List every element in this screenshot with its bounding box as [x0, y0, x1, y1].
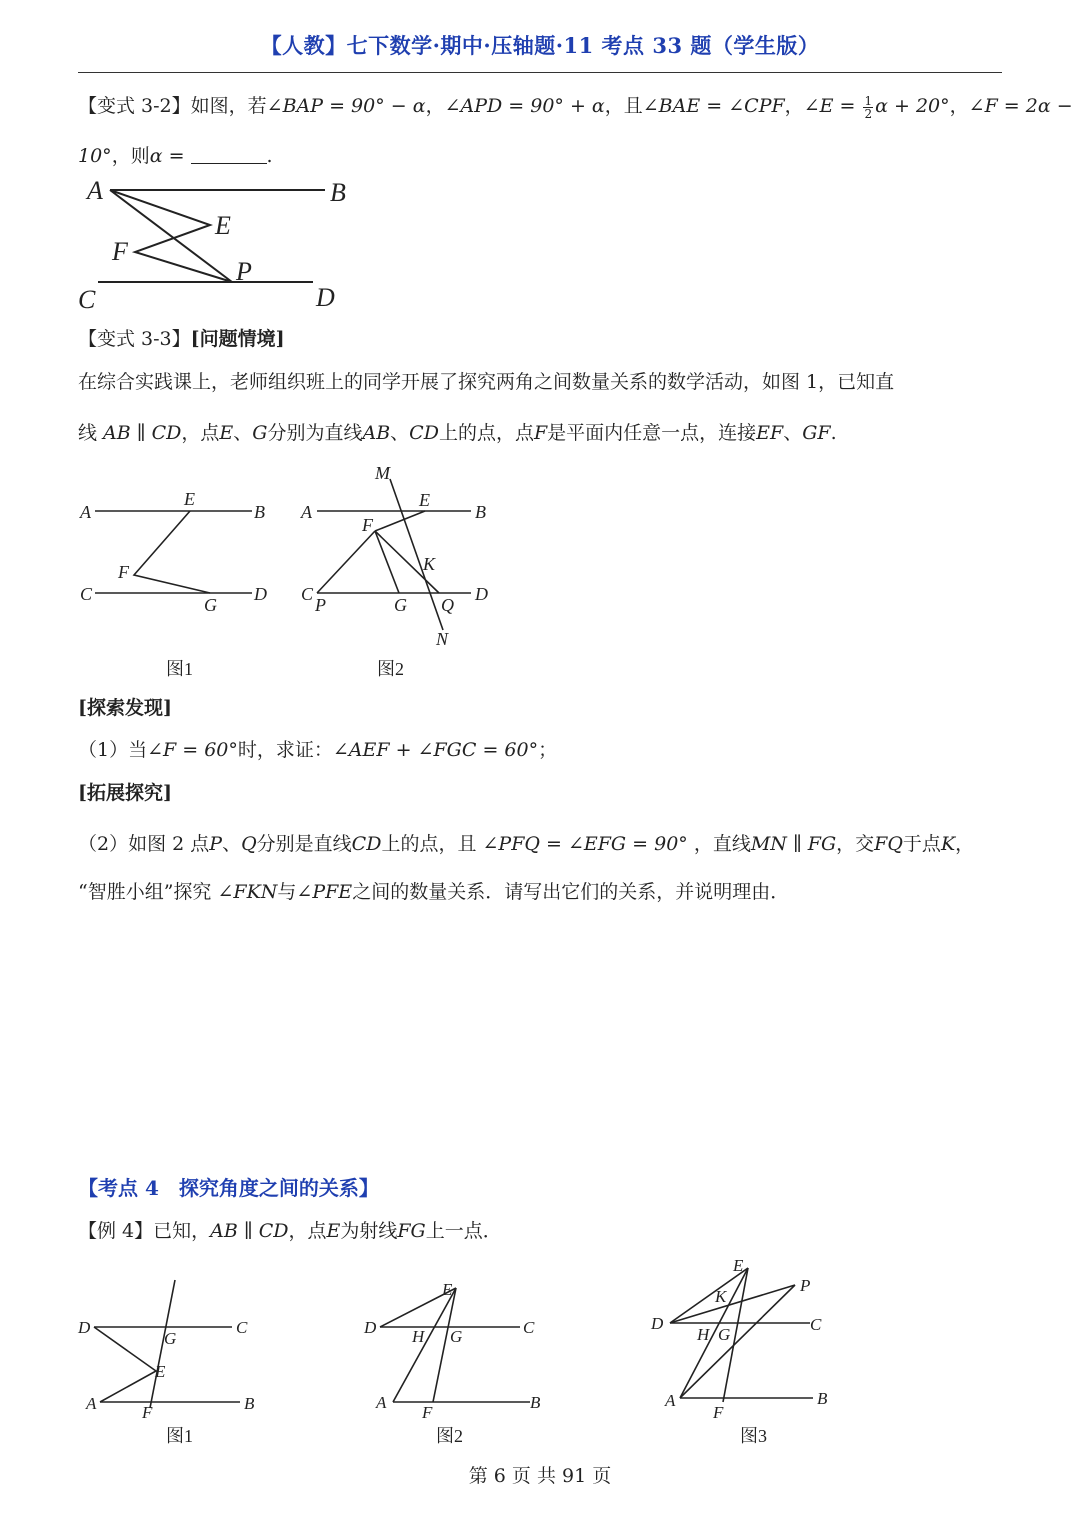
text: 上的点，且 [381, 833, 483, 855]
caption-fig1: 图1 [166, 659, 193, 679]
label-B: B [475, 502, 486, 522]
label-Q: Q [441, 595, 454, 615]
math: ∠AEF + ∠FGC = 60° [332, 739, 539, 761]
label-A: A [87, 176, 103, 205]
v33-q2-line1 [78, 832, 974, 856]
ex4-figure-3 [645, 1250, 845, 1455]
v33-heading [78, 327, 285, 351]
section-problem: [问题情境] [190, 328, 285, 350]
text: . [830, 422, 837, 444]
text: 如图，若 [190, 95, 267, 117]
label-P: P [315, 595, 326, 615]
label-C: C [523, 1318, 535, 1337]
ex4-figure-2 [358, 1270, 558, 1455]
label-N: N [436, 629, 449, 649]
example-tag: 【例 4】 [78, 1220, 154, 1242]
text: “智胜小组”探究 [78, 881, 218, 903]
label-E: E [733, 1256, 744, 1275]
math: ∠BAP = 90° − α [266, 95, 426, 117]
math: GF [802, 422, 831, 444]
label-F: F [713, 1403, 724, 1422]
label-P: P [800, 1276, 811, 1295]
caption-ex4-fig1: 图1 [166, 1426, 193, 1446]
caption-fig2: 图2 [377, 659, 404, 679]
label-D: D [316, 283, 335, 312]
text: 分别是直线 [256, 833, 352, 855]
text: 上的点，点 [438, 422, 534, 444]
label-E: E [184, 489, 195, 509]
math: ∠PFE [296, 881, 353, 903]
label-F: F [362, 515, 373, 535]
answer-blank[interactable] [191, 145, 267, 164]
math: EF [756, 422, 784, 444]
label-C: C [301, 584, 314, 604]
math: P [209, 833, 223, 855]
math: AB [362, 422, 391, 444]
text: 已知， [153, 1220, 211, 1242]
math: α + 20° [875, 95, 950, 117]
label-B: B [244, 1394, 255, 1413]
label-D: D [254, 584, 267, 604]
label-B: B [254, 502, 265, 522]
text: ，交 [836, 833, 875, 855]
label-F: F [118, 562, 129, 582]
text: 、 [222, 833, 242, 855]
v32-line1 [78, 94, 1073, 120]
math: AB ∥ CD [103, 422, 182, 444]
v33-figure-1 [70, 485, 290, 685]
frac-den: 2 [864, 106, 873, 121]
header-divider [78, 72, 1002, 73]
topic4-title: 【考点 4 探究角度之间的关系】 [78, 1176, 379, 1200]
math: E [219, 422, 234, 444]
label-F: F [142, 1403, 153, 1422]
caption-ex4-fig2: 图2 [436, 1426, 463, 1446]
label-A: A [80, 502, 91, 522]
text: . [266, 145, 273, 167]
text: ， [949, 95, 969, 117]
label-G: G [450, 1327, 463, 1346]
text: ， [955, 833, 975, 855]
label-A: A [86, 1394, 97, 1413]
math: FQ [874, 833, 903, 855]
math: MN ∥ FG [750, 833, 837, 855]
label-K: K [715, 1287, 727, 1306]
text: ，则 [111, 145, 150, 167]
frac-num: 1 [864, 93, 873, 108]
label-C: C [810, 1315, 822, 1334]
math: ∠BAE = ∠CPF [642, 95, 785, 117]
label-B: B [817, 1389, 828, 1408]
math: AB ∥ CD [210, 1220, 289, 1242]
text: 上一点． [425, 1220, 502, 1242]
label-D: D [651, 1314, 664, 1333]
text: 与 [277, 881, 297, 903]
label-P: P [236, 257, 252, 286]
math: FG [397, 1220, 426, 1242]
label-F: F [112, 237, 128, 266]
label-M: M [375, 463, 390, 483]
label-E: E [442, 1280, 453, 1299]
v33-figure-2 [295, 460, 515, 685]
ex4-figure-1 [70, 1270, 300, 1455]
label-H: H [412, 1327, 425, 1346]
label-K: K [423, 554, 436, 574]
text: ， [784, 95, 804, 117]
v32-figure [70, 170, 370, 320]
math: CD [409, 422, 439, 444]
text: （2）如图 2 点 [78, 833, 210, 855]
section-explore: [探索发现] [78, 697, 172, 719]
page-header: 【人教】七下数学·期中·压轴题·11 考点 33 题（学生版） [260, 33, 820, 58]
label-E: E [155, 1362, 166, 1381]
label-C: C [80, 584, 93, 604]
label-B: B [530, 1393, 541, 1412]
label-A: A [301, 502, 312, 522]
text: （1）当 [78, 739, 148, 761]
label-E: E [419, 490, 430, 510]
text: ，点 [288, 1220, 327, 1242]
text: 、 [233, 422, 253, 444]
math: CD [351, 833, 382, 855]
math: α = [149, 145, 191, 167]
text: ， [425, 95, 445, 117]
label-B: B [330, 178, 346, 207]
text: 于点 [902, 833, 941, 855]
v33-para2 [78, 421, 837, 445]
math: E [326, 1220, 341, 1242]
v32-tag: 【变式 3-2】 [78, 95, 191, 117]
label-D: D [475, 584, 488, 604]
label-C: C [78, 285, 96, 314]
math: F [533, 422, 548, 444]
math: K [940, 833, 956, 855]
text: ，点 [181, 422, 220, 444]
label-D: D [78, 1318, 91, 1337]
label-G: G [394, 595, 407, 615]
label-G: G [164, 1329, 177, 1348]
text: 分别为直线 [267, 422, 363, 444]
label-D: D [364, 1318, 377, 1337]
label-F: F [422, 1403, 433, 1422]
math: ∠FKN [217, 881, 278, 903]
math: ∠F = 2α − [968, 95, 1073, 117]
label-A: A [376, 1393, 387, 1412]
math: G [252, 422, 268, 444]
text: 为射线 [340, 1220, 398, 1242]
fraction-half [863, 95, 873, 120]
v32-line2 [78, 144, 273, 168]
text: 时，求证： [237, 739, 333, 761]
math: ∠APD = 90° + α [444, 95, 605, 117]
math: ∠PFQ = ∠EFG = 90° [482, 833, 688, 855]
label-G: G [204, 595, 217, 615]
text: ； [538, 739, 558, 761]
label-E: E [215, 211, 231, 240]
text: 线 [78, 422, 104, 444]
section-extend: [拓展探究] [78, 782, 172, 804]
math: 10° [78, 145, 112, 167]
v33-q2-line2 [78, 880, 789, 904]
math: ∠E = [803, 95, 862, 117]
text: 、 [390, 422, 410, 444]
label-A: A [665, 1391, 676, 1410]
page-footer: 第 6 页 共 91 页 [468, 1465, 612, 1487]
math: Q [241, 833, 257, 855]
label-H: H [697, 1325, 710, 1344]
text: 之间的数量关系．请写出它们的关系，并说明理由． [352, 881, 790, 903]
text: ，直线 [687, 833, 751, 855]
text: 是平面内任意一点，连接 [547, 422, 757, 444]
text: 、 [783, 422, 803, 444]
caption-ex4-fig3: 图3 [740, 1426, 767, 1446]
example4 [78, 1219, 502, 1243]
v33-para1: 在综合实践课上，老师组织班上的同学开展了探究两角之间数量关系的数学活动，如图 1，已知直 [78, 371, 895, 393]
v33-tag: 【变式 3-3】 [78, 328, 191, 350]
math: ∠F = 60° [147, 739, 238, 761]
text: ，且 [604, 95, 643, 117]
label-C: C [236, 1318, 248, 1337]
label-G: G [718, 1325, 731, 1344]
v33-q1 [78, 738, 557, 762]
